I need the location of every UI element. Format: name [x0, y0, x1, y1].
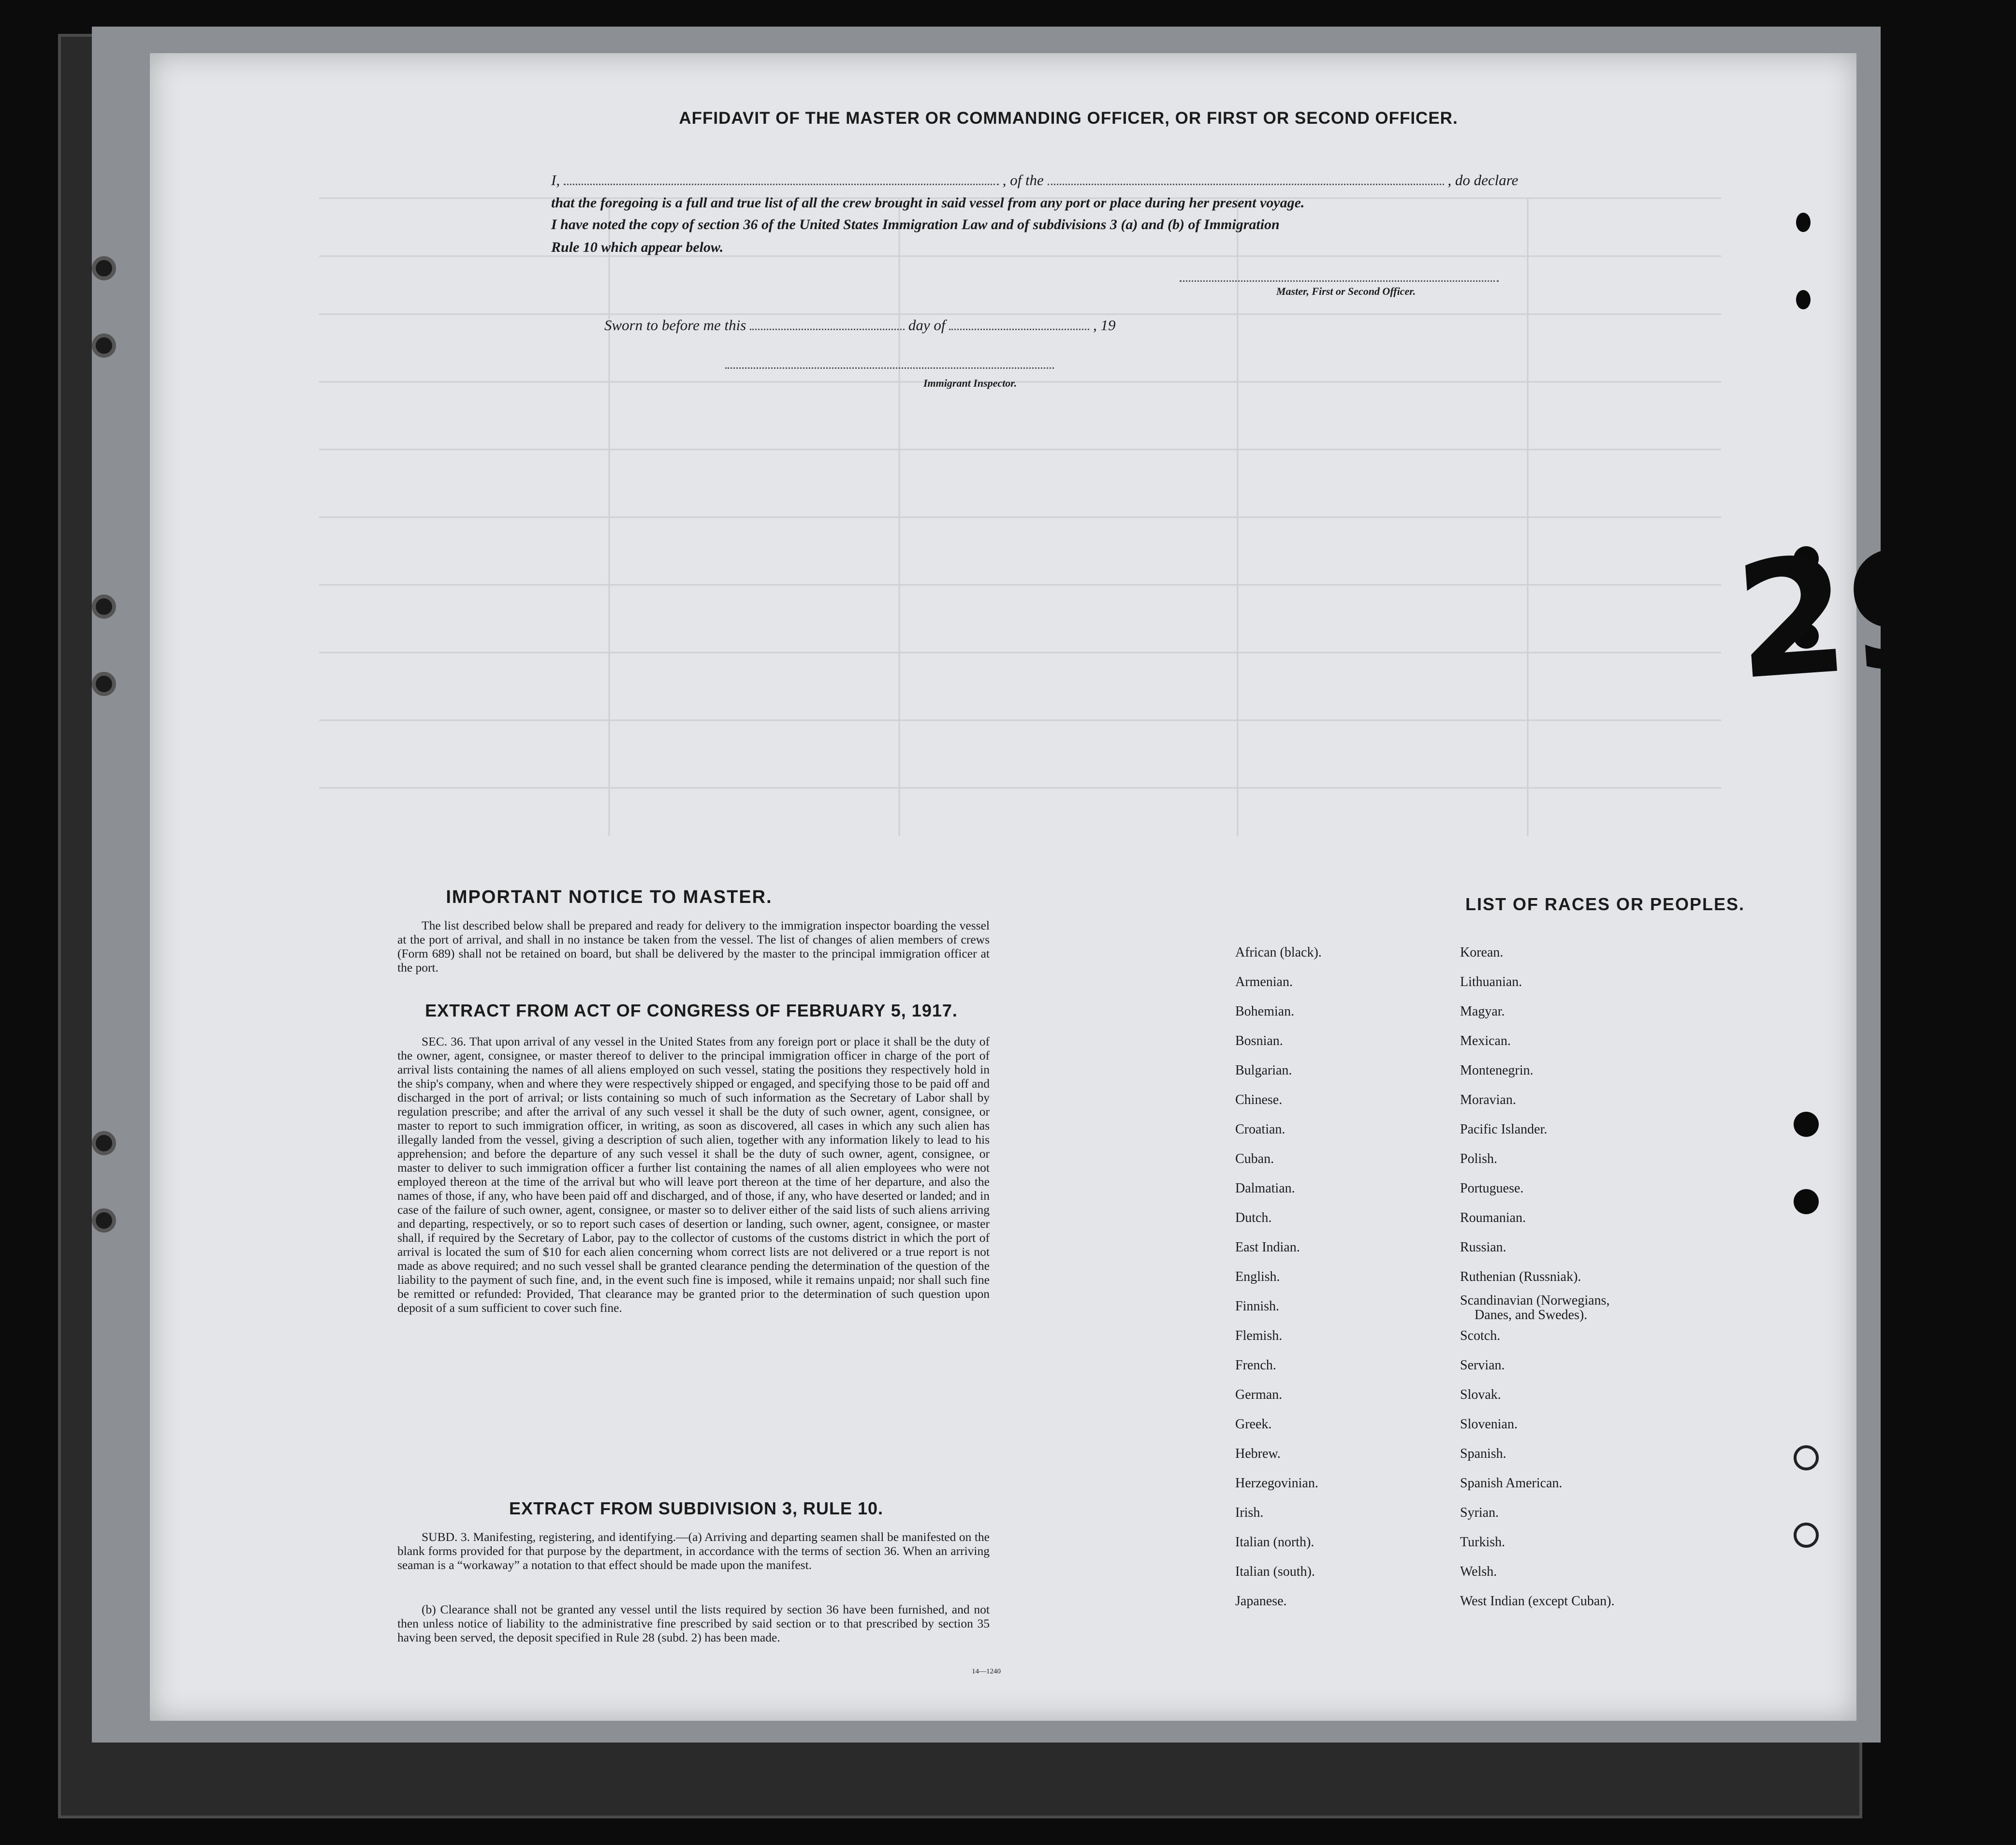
races-right-column	[1460, 938, 1615, 1616]
race-item: Dutch.	[1235, 1210, 1272, 1225]
race-item: Cuban.	[1235, 1151, 1274, 1166]
race-item: Turkish.	[1460, 1535, 1505, 1550]
affidavit-title: AFFIDAVIT OF THE MASTER OR COMMANDING OFFICER, OR FIRST OR SECOND OFFICER.	[679, 109, 1458, 128]
race-item: French.	[1235, 1358, 1276, 1373]
race-item: Dalmatian.	[1235, 1181, 1295, 1196]
binder-ring	[92, 334, 116, 358]
race-item: West Indian (except Cuban).	[1460, 1594, 1615, 1609]
margin-note: 17	[1883, 947, 1904, 967]
race-item: English.	[1235, 1269, 1280, 1284]
race-item: Spanish.	[1460, 1446, 1506, 1461]
race-item: Syrian.	[1460, 1505, 1499, 1520]
sworn-line	[604, 317, 1115, 334]
race-item	[1460, 1292, 1615, 1321]
punch-hole	[1794, 1112, 1819, 1137]
race-item: Herzegovinian.	[1235, 1476, 1318, 1491]
year-label: , 19	[1093, 317, 1116, 334]
race-item: Armenian.	[1235, 974, 1293, 989]
binder-ring	[92, 672, 116, 696]
sworn-label: Sworn to before me this	[604, 317, 746, 334]
race-item: Hebrew.	[1235, 1446, 1281, 1461]
notice-body: The list described below shall be prepared and ready for delivery to the immigration inspector boarding the vessel at the port of arrival, and shall in no instance be taken from the vessel. The list of changes of alien members of crews (Form 689) shall not be retained on board, but shall be delivered by the master to the principal immigration officer at the port.	[397, 918, 990, 974]
race-item: Pacific Islander.	[1460, 1122, 1548, 1137]
race-item: Croatian.	[1235, 1122, 1286, 1137]
race-item: East Indian.	[1235, 1240, 1300, 1255]
race-item: Polish.	[1460, 1151, 1498, 1166]
race-item: Slovenian.	[1460, 1417, 1518, 1432]
race-item: Moravian.	[1460, 1092, 1516, 1107]
race-item: Bulgarian.	[1235, 1063, 1292, 1078]
extract-act-body: SEC. 36. That upon arrival of any vessel in the United States from any foreign port or place it shall be the duty of the owner, agent, consignee, or master thereof to deliver to the principal immigration officer in charge of the port of arrival lists containing the names of all aliens employed on such vessel, stating the positions they respectively hold in the ship's company, when and where they were respectively shipped or engaged, and specifying those to be paid off and discharged in the port of arrival; or lists containing so much of such information as the Secretary of Labor shall by regulation prescribe; and after the arrival of any such vessel it shall be the duty of such owner, agent, consignee, or master to report to such immigration officer, in writing, as soon as discovered, all cases in which any such alien has illegally landed from the vessel, giving a description of such alien, together with any information likely to lead to his apprehension; and before the departure of any such vessel it shall be the duty of such owner, agent, consignee, or master to deliver to such immigration officer a further list containing the names of all alien employees who were not employed thereon at the time of the arrival but who will leave port thereon at the time of her departure, and also the names of those, if any, who have been paid off and discharged, and of those, if any, who have deserted or landed; and in case of the failure of such owner, agent, consignee, or master so to deliver either of the said lists of such aliens arriving and departing, respectively, or so to report such cases of desertion or landing, such owner, agent, consignee, or master shall, if required by the Secretary of Labor, pay to the collector of customs of the customs district in which the port of arrival is located the sum of $10 for each alien concerning whom correct lists are not delivered or a true report is not made as above required; and no such vessel shall be granted clearance pending the determination of the question of the liability to the payment of such fine, and, in the event such fine is imposed, while it remains unpaid; nor shall such fine be remitted or refunded: Provided, That clearance may be granted prior to the determination of such question upon deposit of a sum sufficient to cover such fine.	[397, 1034, 990, 1315]
race-item: Mexican.	[1460, 1033, 1511, 1048]
manifest-page	[150, 53, 1856, 1721]
race-item: Roumanian.	[1460, 1210, 1526, 1225]
race-item: Montenegrin.	[1460, 1063, 1534, 1078]
margin-note: 37	[1881, 899, 1902, 918]
day-of-label: day of	[908, 317, 946, 334]
race-item: Finnish.	[1235, 1299, 1280, 1314]
race-item: Italian (north).	[1235, 1535, 1315, 1550]
punch-hole	[1794, 1189, 1819, 1214]
extract-act-title: EXTRACT FROM ACT OF CONGRESS OF FEBRUARY 5, 1917.	[425, 1001, 958, 1020]
race-item: Korean.	[1460, 945, 1504, 960]
inspector-label: Immigrant Inspector.	[923, 377, 1017, 389]
races-title: LIST OF RACES OR PEOPLES.	[1465, 894, 1745, 914]
race-item: Bosnian.	[1235, 1033, 1283, 1048]
race-item: Ruthenian (Russniak).	[1460, 1269, 1581, 1284]
binder-ring	[92, 1208, 116, 1233]
race-item: Irish.	[1235, 1505, 1264, 1520]
race-item: Spanish American.	[1460, 1476, 1563, 1491]
declaration-of-the: , of the	[1002, 172, 1044, 189]
month-blank	[949, 324, 1089, 330]
race-item: Magyar.	[1460, 1004, 1505, 1019]
race-item: Servian.	[1460, 1358, 1505, 1373]
races-left-column	[1235, 938, 1322, 1616]
race-item: Japanese.	[1235, 1594, 1287, 1609]
master-signature-line	[1180, 276, 1499, 282]
binder-ring	[92, 1131, 116, 1155]
margin-note: 5 13	[1888, 839, 1925, 858]
vessel-blank	[1048, 179, 1444, 185]
declaration-i: I,	[551, 172, 560, 189]
margin-note: 7	[1885, 805, 1896, 824]
race-item: Italian (south).	[1235, 1564, 1315, 1579]
race-item: Slovak.	[1460, 1387, 1501, 1402]
race-item: Chinese.	[1235, 1092, 1283, 1107]
margin-note: 3	[1883, 969, 1894, 988]
declaration-do-declare: , do declare	[1447, 172, 1519, 189]
race-item: Russian.	[1460, 1240, 1506, 1255]
race-item: Scotch.	[1460, 1328, 1501, 1343]
notice-title: IMPORTANT NOTICE TO MASTER.	[446, 887, 773, 907]
race-item: Welsh.	[1460, 1564, 1497, 1579]
race-item: African (black).	[1235, 945, 1322, 960]
name-blank	[564, 179, 999, 185]
race-item-line: Scandinavian (Norwegians,	[1460, 1293, 1610, 1308]
race-item: Lithuanian.	[1460, 974, 1522, 989]
master-label: Master, First or Second Officer.	[1276, 285, 1416, 297]
declaration-line-2: that the foregoing is a full and true list of all the crew brought in said vessel from any port or place during her present voyage.	[551, 195, 1305, 211]
race-item: Portuguese.	[1460, 1181, 1524, 1196]
binder-ring	[92, 595, 116, 619]
margin-note: 5 13	[1888, 988, 1925, 1008]
margin-note: 49	[1881, 880, 1902, 899]
punch-hole	[1794, 1445, 1819, 1470]
day-blank	[750, 324, 905, 330]
inspector-signature-line	[725, 363, 1054, 369]
binder-ring	[92, 256, 116, 280]
race-item: German.	[1235, 1387, 1283, 1402]
declaration-line-3: I have noted the copy of section 36 of the United States Immigration Law and of subdivisions 3 (a) and (b) of Immigration	[551, 217, 1280, 232]
extract-rule-body-a: SUBD. 3. Manifesting, registering, and identifying.—(a) Arriving and departing seamen shall be manifested on the blank forms provided for that purpose by the department, in accordance with the terms of section 36. When an arriving seaman is a “workaway” a notation to that effect should be made upon the manifest.	[397, 1530, 990, 1572]
race-item: Flemish.	[1235, 1328, 1283, 1343]
handwritten-page-number: 29	[1729, 514, 1964, 715]
extract-rule-title: EXTRACT FROM SUBDIVISION 3, RULE 10.	[509, 1498, 884, 1518]
extract-rule-body-b: (b) Clearance shall not be granted any vessel until the lists required by section 36 have been furnished, and not then unless notice of liability to the administrative fine prescribed by said section or to that prescribed by section 35 having been served, the deposit specified in Rule 28 (subd. 2) has been made.	[397, 1602, 990, 1644]
punch-hole	[1796, 290, 1811, 309]
punch-hole	[1794, 1523, 1819, 1548]
race-item: Greek.	[1235, 1417, 1272, 1432]
margin-note: 43	[1883, 928, 1904, 947]
declaration-line-4: Rule 10 which appear below.	[551, 239, 724, 255]
form-number: 14—1240	[972, 1668, 1001, 1675]
punch-hole	[1796, 213, 1811, 232]
race-item-line: Danes, and Swedes).	[1475, 1307, 1588, 1322]
margin-note: 13	[1883, 783, 1904, 802]
declaration-line-1	[551, 172, 1518, 189]
race-item: Bohemian.	[1235, 1004, 1295, 1019]
